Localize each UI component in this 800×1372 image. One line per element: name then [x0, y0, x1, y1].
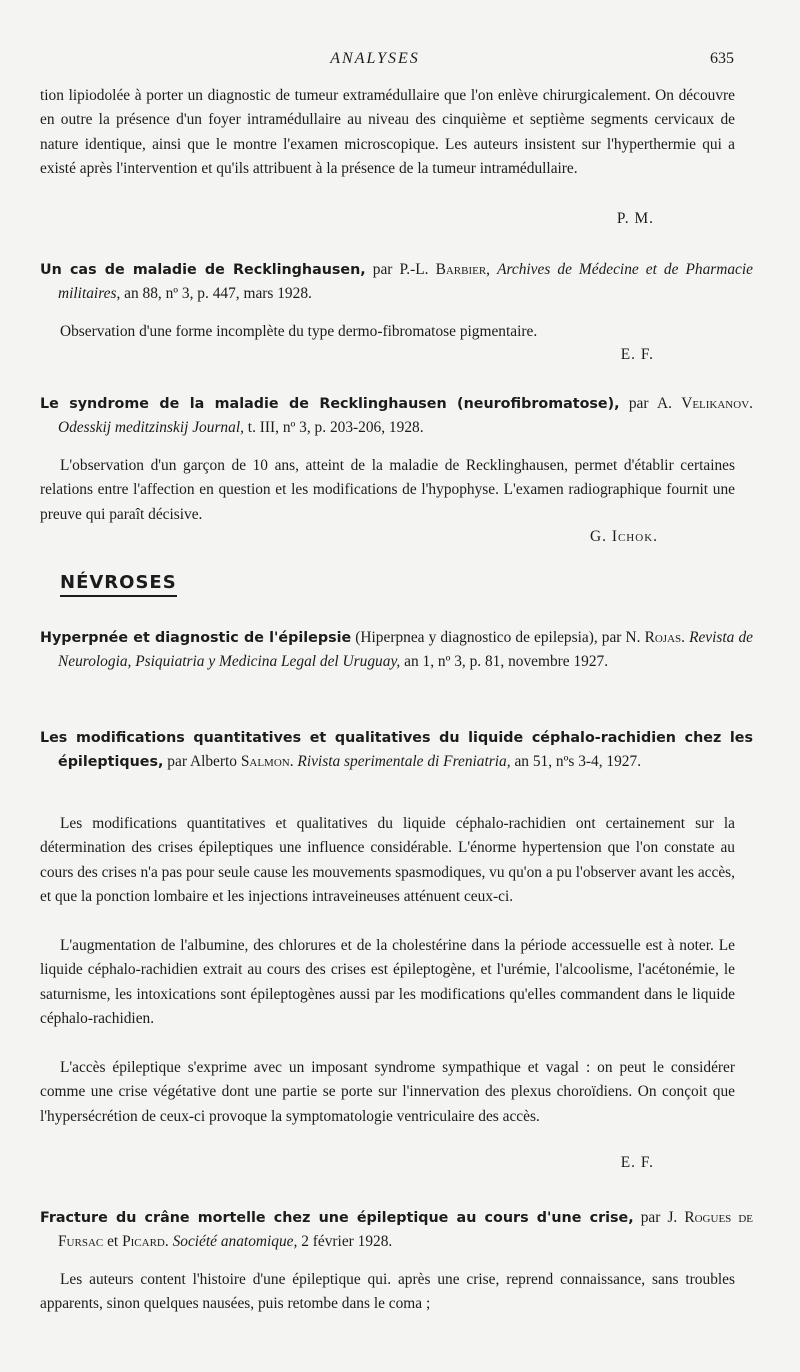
- entry-recklinghausen-syndrome-signature: G. Ichok.: [590, 528, 658, 545]
- entry-title: Le syndrome de la maladie de Recklinghausen (neurofibromatose),: [40, 396, 620, 412]
- entry-title: Fracture du crâne mortelle chez une épileptique au cours d'une crise,: [40, 1210, 634, 1226]
- entry-journal: Archives de Médecine et de Pharmacie militaires: [58, 261, 753, 303]
- entry-recklinghausen-syndrome-citation: Le syndrome de la maladie de Recklinghausen (neurofibromatose), par A. Velikanov. Odesskij meditzinskij Journal, t. III, nº 3, p. 203-206, 1928.: [40, 395, 753, 437]
- page-header: [0, 50, 800, 72]
- page-number: 635: [710, 50, 734, 67]
- entry-author: Velikanov: [681, 395, 750, 412]
- section-heading-nevroses: NÉVROSES: [60, 572, 177, 597]
- previous-review-text: tion lipiodolée à porter un diagnostic de tumeur extramédullaire que l'on enlève chirurgicalement. On découvre en outre la présence d'un foyer intramédullaire au niveau des cinquième et septième segments cervicaux de nature identique, ainsi que le montre l'examen microscopique. Les auteurs insistent sur l'hyperthermie qui a existé après l'intervention et qu'ils attribuent à la présence de la tumeur intramédullaire.: [40, 87, 735, 178]
- entry-journal: Odesskij meditzinskij Journal,: [58, 419, 244, 437]
- entry-recklinghausen-case-body: Observation d'une forme incomplète du type dermo-fibromatose pigmentaire.: [60, 323, 538, 340]
- entry-fracture-citation: Fracture du crâne mortelle chez une épileptique au cours d'une crise, par J. Rogues de Fursac et Picard. Société anatomique, 2 février 1928.: [40, 1209, 753, 1251]
- entry-hyperpnee-citation: Hyperpnée et diagnostic de l'épilepsie (Hiperpnea y diagnostico de epilepsia), par N. Rojas. Revista de Neurologia, Psiquiatria y Medicina Legal del Uruguay, an 1, nº 3, p. 81, novembre 1927.: [40, 629, 753, 671]
- entry-liquide-paragraph-3: L'accès épileptique s'exprime avec un imposant syndrome sympathique et vagal : on peut le considérer comme une crise végétative dont une partie se porte sur l'innervation des plexus choroïdiens. On conçoit que l'hypersécrétion de ceux-ci provoque la symptomatologie ventriculaire des accès.: [40, 1059, 735, 1125]
- entry-author: Rojas: [644, 629, 682, 646]
- previous-review-signature: P. M.: [616, 210, 654, 227]
- entry-journal: Société anatomique,: [172, 1233, 298, 1251]
- entry-journal: Revista de Neurologia, Psiquiatria y Medicina Legal del Uruguay,: [58, 629, 753, 671]
- entry-title: Un cas de maladie de Recklinghausen,: [40, 262, 366, 278]
- entry-liquide-paragraph-2: L'augmentation de l'albumine, des chlorures et de la cholestérine dans la période accessuelle est à noter. Le liquide céphalo-rachidien extrait au cours des crises est épileptogène, et l'urémie, l'alcoolisme, l'acétonémie, le saturnisme, les intoxications sont épileptogènes aussi par les modifications qu'elles commandent dans le liquide céphalo-rachidien.: [40, 937, 735, 1028]
- entry-recklinghausen-syndrome-body: L'observation d'un garçon de 10 ans, atteint de la maladie de Recklinghausen, permet d'établir certaines relations entre l'affection en question et les modifications de l'hypophyse. L'examen radiographique fournit une preuve qui paraît décisive.: [40, 457, 735, 523]
- entry-liquide-citation: Les modifications quantitatives et qualitatives du liquide céphalo-rachidien chez les épileptiques, par Alberto Salmon. Rivista sperimentale di Freniatria, an 51, nºs 3-4, 1927.: [40, 730, 753, 771]
- entry-recklinghausen-case-citation: Un cas de maladie de Recklinghausen, par P.-L. Barbier, Archives de Médecine et de Pharmacie militaires, an 88, nº 3, p. 447, mars 1928.: [40, 261, 753, 303]
- entry-author: Salmon: [240, 753, 290, 771]
- entry-liquide-signature: E. F.: [620, 1154, 654, 1171]
- entry-author: Picard: [122, 1233, 165, 1251]
- entry-liquide-paragraph-1: Les modifications quantitatives et qualitatives du liquide céphalo-rachidien ont certainement sur la détermination des crises épileptiques une influence considérable. L'énorme hypertension que l'on constate au cours des crises n'a pas pour seule cause les mouvements spasmodiques, vu qu'on a pu l'observer avant les accès, et que la ponction lombaire et les injections intraveineuses atténuent ceux-ci.: [40, 815, 735, 906]
- entry-title: Hyperpnée et diagnostic de l'épilepsie: [40, 630, 352, 646]
- entry-recklinghausen-case-signature: E. F.: [620, 346, 654, 363]
- entry-journal: Rivista sperimentale di Freniatria,: [297, 753, 511, 771]
- running-title: ANALYSES: [330, 50, 420, 67]
- entry-author: Rogues de Fursac: [58, 1209, 753, 1251]
- entry-fracture-body: Les auteurs content l'histoire d'une épileptique qui. après une crise, reprend connaissance, sans troubles apparents, sinon quelques nausées, puis retombe dans le coma ;: [40, 1271, 735, 1313]
- entry-title: Les modifications quantitatives et qualitatives du liquide céphalo-rachidien chez les épileptiques,: [40, 730, 753, 771]
- entry-author: Barbier: [435, 261, 487, 278]
